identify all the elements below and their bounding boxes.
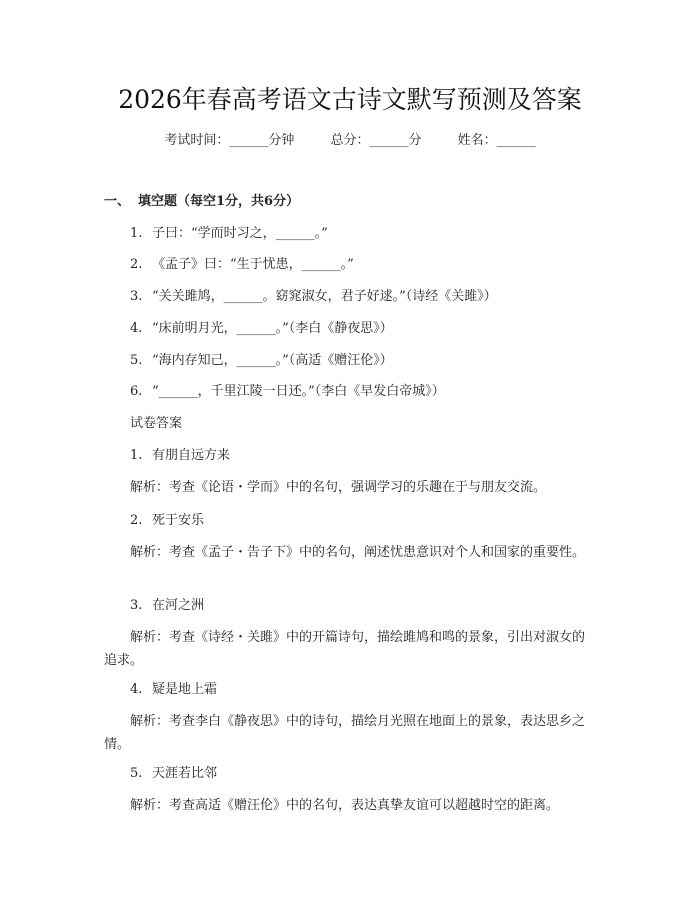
question-item [130,288,497,306]
answer-text: 天涯若比邻 [152,766,218,781]
question-text: “海内存知己，______。”（高适《赠汪伦》） [152,353,393,368]
question-text: 子曰：“学而时习之，______。” [152,226,328,241]
answer-item [130,447,230,465]
page-title: 2026年春高考语文古诗文默写预测及答案 [118,85,582,114]
section-heading [104,193,299,211]
question-number: 4. [130,321,143,336]
question-number: 6. [130,384,143,399]
question-number: 3. [130,289,143,304]
question-item [130,225,328,243]
answer-text: 有朋自远方来 [152,448,231,463]
student-name: 姓名：______ [457,133,536,148]
answers-heading: 试卷答案 [130,416,183,431]
answer-item [130,512,204,530]
question-item [130,320,393,338]
question-text: 《孟子》曰：“生于忧患，______。” [152,257,354,272]
answer-number: 3. [130,598,143,613]
question-item [130,383,445,401]
exam-time: 考试时间：______分钟 [164,133,295,148]
section-title: 填空题（每空1分，共6分） [138,194,300,209]
exam-meta [0,132,700,150]
answer-analysis: 解析：考查《诗经・关雎》中的开篇诗句，描绘雎鸠和鸣的景象，引出对淑女的追求。 [104,630,586,668]
answer-number: 4. [130,682,143,697]
answer-text: 死于安乐 [152,513,205,528]
question-number: 2. [130,257,143,272]
question-text: “______，千里江陵一日还。”（李白《早发白帝城》） [152,384,445,399]
answer-number: 1. [130,448,143,463]
exam-score: 总分：______分 [330,133,422,148]
answer-item [130,681,217,699]
answer-text: 疑是地上霜 [152,682,218,697]
answer-analysis: 解析：考查高适《赠汪伦》中的名句，表达真挚友谊可以超越时空的距离。 [130,798,560,813]
question-item [130,256,354,274]
answer-number: 2. [130,513,143,528]
question-item [130,352,393,370]
question-text: “关关雎鸠，______。窈窕淑女，君子好逑。”（诗经《关雎》） [152,289,497,304]
answer-analysis: 解析：考查《孟子・告子下》中的名句，阐述忧患意识对个人和国家的重要性。 [130,545,586,560]
question-number: 5. [130,353,143,368]
answer-item [130,765,217,783]
question-text: “床前明月光，______。”（李白《静夜思》） [152,321,393,336]
answer-analysis: 解析：考查《论语・学而》中的名句，强调学习的乐趣在于与朋友交流。 [130,480,547,495]
answer-number: 5. [130,766,143,781]
answer-text: 在河之洲 [152,598,205,613]
answer-item [130,597,204,615]
answer-analysis: 解析：考查李白《静夜思》中的诗句，描绘月光照在地面上的景象，表达思乡之情。 [104,714,586,752]
question-number: 1. [130,226,143,241]
section-number: 一、 [104,194,131,209]
